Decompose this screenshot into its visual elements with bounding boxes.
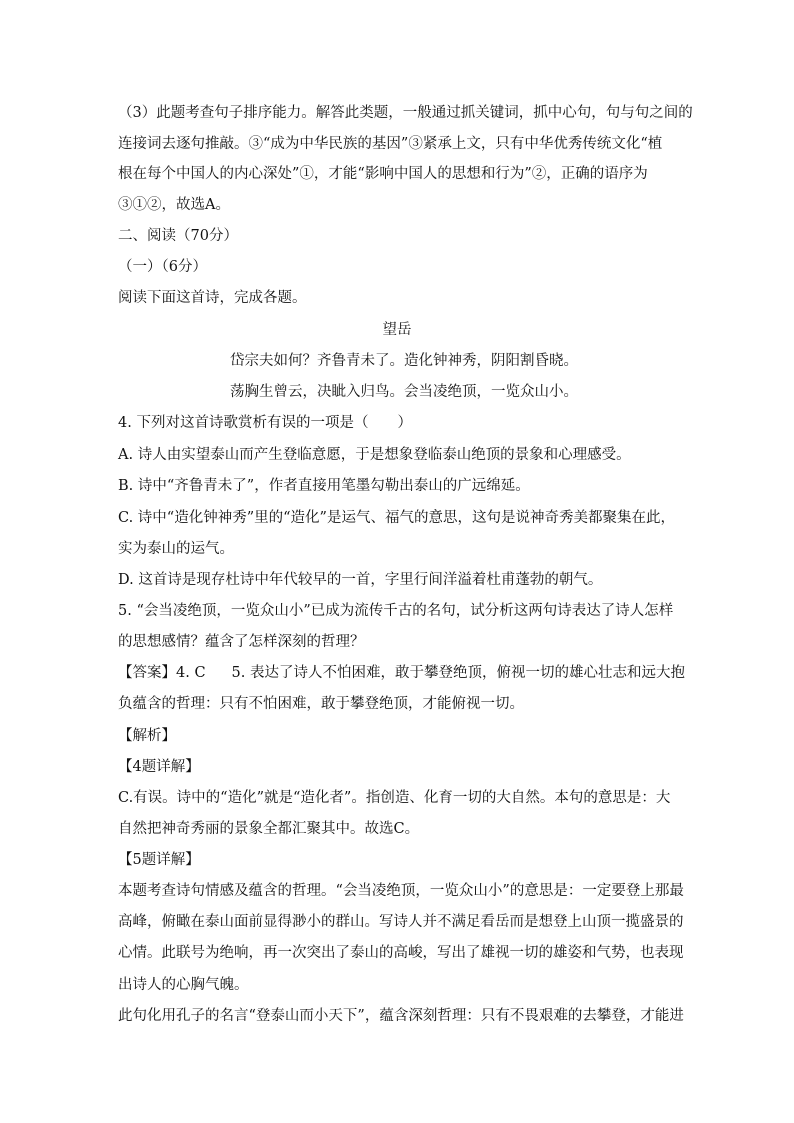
analysis-line: 高峰，俯瞰在泰山面前显得渺小的群山。写诗人并不满足看岳而是想登上山顶一揽盛景的 bbox=[118, 914, 684, 930]
answer-5: 5. 表达了诗人不怕困难，敢于攀登绝顶，俯视一切的雄心壮志和远大抱 bbox=[231, 665, 685, 681]
answer-4: 4. C bbox=[176, 665, 206, 681]
option-a: A. 诗人由实望泰山而产生登临意愿，于是想象登临泰山绝顶的景象和心理感受。 bbox=[118, 447, 631, 463]
analysis-line: 出诗人的心胸气魄。 bbox=[118, 977, 249, 993]
poem-title: 望岳 bbox=[382, 322, 412, 338]
answer-line-cont: 负蕴含的哲理：只有不怕困难，敢于攀登绝顶，才能俯视一切。 bbox=[118, 696, 524, 712]
question-4-stem: 4. 下列对这首诗歌赏析有误的一项是（ ） bbox=[118, 415, 412, 431]
q5-analysis-label: 【5题详解】 bbox=[118, 852, 200, 868]
question-5-stem: 5. “会当凌绝顶，一览众山小”已成为流传千古的名句，试分析这两句诗表达了诗人怎样 bbox=[118, 603, 674, 619]
section-heading: 二、阅读（70分） bbox=[118, 228, 238, 244]
analysis-line: 心情。此联号为绝响，再一次突出了泰山的高峻，写出了雄视一切的雄姿和气势，也表现 bbox=[118, 945, 684, 961]
option-c: C. 诗中“造化钟神秀”里的“造化”是运气、福气的意思，这句是说神奇秀美都聚集在此， bbox=[118, 510, 675, 526]
analysis-line: 此句化用孔子的名言“登泰山而小天下”，蕴含深刻哲理：只有不畏艰难的去攀登，才能进 bbox=[118, 1008, 684, 1024]
subsection-heading: （一）（6分） bbox=[118, 259, 207, 275]
option-b: B. 诗中“齐鲁青未了”，作者直接用笔墨勾勒出泰山的广远绵延。 bbox=[118, 478, 530, 494]
answer-label: 【答案】 bbox=[118, 665, 176, 681]
paragraph-line: （3）此题考查句子排序能力。解答此类题，一般通过抓关键词，抓中心句，句与句之间的 bbox=[118, 105, 693, 121]
poem-line: 荡胸生曾云，决眦入归鸟。会当凌绝顶，一览众山小。 bbox=[230, 384, 578, 400]
paragraph-line: ③①②，故选A。 bbox=[118, 197, 230, 213]
analysis-label: 【解析】 bbox=[118, 728, 176, 744]
instruction-text: 阅读下面这首诗，完成各题。 bbox=[118, 290, 307, 306]
answer-line bbox=[118, 663, 698, 683]
analysis-line: 自然把神奇秀丽的景象全都汇聚其中。故选C。 bbox=[118, 821, 420, 837]
poem-line: 岱宗夫如何？齐鲁青未了。造化钟神秀，阴阳割昏晓。 bbox=[230, 353, 578, 369]
option-c-cont: 实为泰山的运气。 bbox=[118, 541, 234, 557]
paragraph-line: 连接词去逐句推敲。③“成为中华民族的基因”③紧承上文，只有中华优秀传统文化“植 bbox=[118, 136, 663, 152]
option-d: D. 这首诗是现存杜诗中年代较早的一首，字里行间洋溢着杜甫蓬勃的朝气。 bbox=[118, 572, 603, 588]
question-5-stem-cont: 的思想感情？蕴含了怎样深刻的哲理？ bbox=[118, 634, 365, 650]
paragraph-line: 根在每个中国人的内心深处”①，才能“影响中国人的思想和行为”②，正确的语序为 bbox=[118, 166, 648, 182]
analysis-line: 本题考查诗句情感及蕴含的哲理。“会当凌绝顶，一览众山小”的意思是：一定要登上那最 bbox=[118, 883, 684, 899]
q4-analysis-label: 【4题详解】 bbox=[118, 759, 200, 775]
analysis-line: C.有误。诗中的“造化”就是“造化者”。指创造、化育一切的大自然。本句的意思是：大 bbox=[118, 790, 671, 806]
